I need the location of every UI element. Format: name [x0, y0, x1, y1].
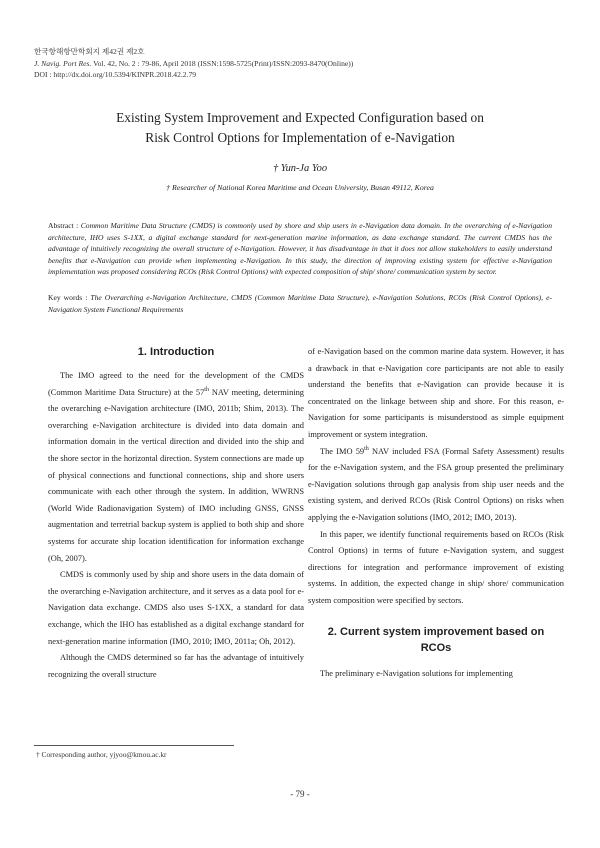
paragraph: CMDS is commonly used by ship and shore users in the data domain of the overarching e-Navigation architecture, and it serves as a data pool for e-Navigation data exchange. CMDS also uses S-1XX, a standard for data exchange, which the IHO has established as a digital exchange standard for next-generation marine information (IMO, 2010; IMO, 2011a; Oh, 2012).: [48, 570, 304, 646]
paragraph-text: NAV included FSA (Formal Safety Assessment) results for the e-Navigation system, and the FSA group presented the preliminary e-Navigation solutions through gap analysis from ship user needs and the existing system, and derived RCOs (Risk Control Options) on risks when applying the e-Navigation solutions (IMO, 2012; IMO, 2013).: [308, 446, 564, 522]
journal-abbrev: J. Navig. Port Res.: [34, 58, 92, 68]
author-name: † Yun-Ja Yoo: [272, 163, 328, 174]
paper-title-line-2: Risk Control Options for Implementation of e-Navigation: [145, 130, 455, 145]
keywords-label: Key words :: [48, 293, 91, 302]
paragraph-text: The IMO 59: [320, 446, 365, 456]
paragraph: Although the CMDS determined so far has the advantage of intuitively recognizing the overall structure: [48, 653, 304, 679]
footnote-divider: [34, 745, 234, 746]
doi-line: DOI : http://dx.doi.org/10.5394/KINPR.2018.42.2.79: [34, 70, 197, 79]
journal-header: [34, 46, 353, 81]
citation-line: [34, 58, 353, 70]
abstract-text: Common Maritime Data Structure (CMDS) is commonly used by shore and ship users in e-Navigation data domain. In the overarching of e-Navigation architecture, IHO uses S-1XX, a digital exchange standard for next-generation marine information, as data exchange standard. The current CMDS has the advantage of intuitively recognizing the overall structure of e-Navigation. However, it has disadvantage in that it does not allow stakeholders to easily understand benefits that e-Navigation can provide when implementing e-Navigation. In this study, the direction of improving existing system for effective e-Navigation implementation was proposed considering RCOs (Risk Control Options) with expected composition of ship/ shore/ communication system by sector.: [48, 221, 552, 277]
footnote: † Corresponding author, yjyoo@kmou.ac.kr: [36, 750, 167, 759]
page-number: - 79 -: [290, 789, 310, 799]
section-heading-2: [308, 624, 564, 656]
keywords: [48, 292, 552, 315]
left-column: [48, 344, 304, 683]
paragraph: The preliminary e-Navigation solutions for implementing: [320, 668, 513, 678]
paragraph: In this paper, we identify functional requirements based on RCOs (Risk Control Options) in terms of future e-Navigation system, and suggest directions for integration and performance improvement of existing systems. In addition, the expected change in ship/ shore/ communication system composition were specified by sectors.: [308, 529, 564, 605]
paragraph: [48, 368, 304, 567]
paragraph: of e-Navigation based on the common marine data system. However, it has a drawback in that e-Navigation core participants are not able to easily understand the benefits that e-Navigation can provide because it is concentrated on the linkage between ship and shore. For this reason, e-Navigation for some participants is misunderstood as simple equipment improvement or system integration.: [308, 347, 564, 439]
keywords-text: The Overarching e-Navigation Architecture, CMDS (Common Maritime Data Structure), e-Navigation Solutions, RCOs (Risk Control Options), e-Navigation System Functional Requirements: [48, 293, 552, 314]
paragraph-text: The IMO agreed to the need for the development of the CMDS (Common Maritime Data Structure) at the 57: [48, 371, 304, 397]
paper-title-line-1: Existing System Improvement and Expected Configuration based on: [116, 110, 484, 125]
right-column: [308, 344, 564, 682]
citation-details: Vol. 42, No. 2 : 79-86, April 2018 (ISSN:1598-5725(Print)/ISSN:2093-8470(Online)): [91, 58, 354, 68]
section-heading-2-line-2: RCOs: [420, 641, 452, 654]
author-affiliation: † Researcher of National Korea Maritime and Ocean University, Busan 49112, Korea: [166, 183, 434, 192]
journal-korean-name: 한국항해항만학회지 제42권 제2호: [34, 47, 145, 56]
section-heading-2-line-1: 2. Current system improvement based on: [327, 625, 545, 638]
paragraph-text: NAV meeting, determining the overarching e-Navigation architecture (IMO, 2011b; Shim, 2013). The overarching e-Navigation architecture is divided into data domain and information domain in the vertical direction and divided into the ship and the shore sector in the horizontal direction. System connections are made up of physical connections and functional connections, ship and shore users communicate with each other through the system. In addition, WWRNS (World Wide Radionavigation System) of IMO including GNSS, GNSS augmentation and terretrial backup system is applied to both ship and shore systems for accurate ship location identification for information exchange (Oh, 2007).: [48, 387, 304, 563]
superscript: th: [364, 445, 369, 452]
abstract-label: Abstract :: [48, 221, 81, 230]
abstract: [48, 220, 552, 278]
section-heading-introduction: 1. Introduction: [137, 346, 215, 358]
paragraph: [308, 444, 564, 527]
superscript: th: [204, 386, 209, 393]
